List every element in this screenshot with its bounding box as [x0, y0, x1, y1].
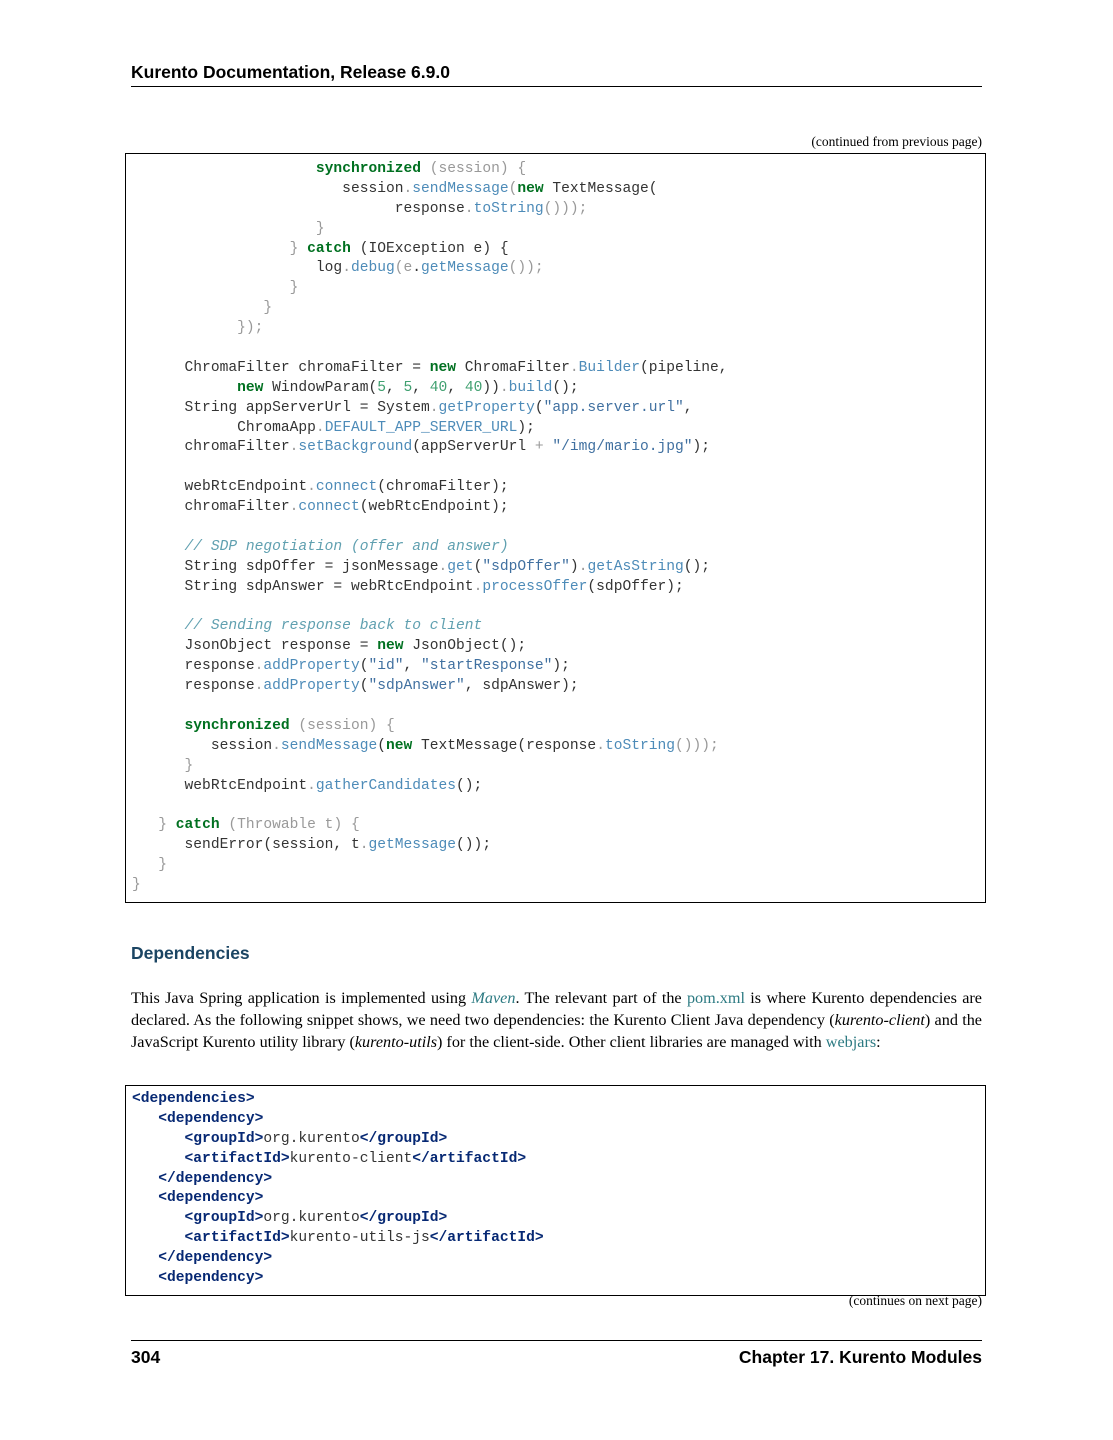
- code-line: [132, 697, 728, 717]
- code-token: [132, 1171, 158, 1187]
- code-token: ()));: [543, 200, 588, 217]
- code-token: .: [254, 658, 264, 675]
- code-token: String sdpAnswer = webRtcEndpoint: [132, 578, 474, 595]
- code-line: [132, 1130, 544, 1150]
- code-token: [132, 1250, 158, 1266]
- code-token: sendMessage: [280, 737, 378, 754]
- code-line: [132, 1090, 544, 1110]
- code-token: kurento-client: [289, 1150, 413, 1167]
- code-token: catch: [307, 240, 351, 257]
- code-token: .: [315, 419, 325, 436]
- code-token: ());: [508, 260, 544, 277]
- code-token: JsonObject();: [403, 638, 527, 655]
- code-token: <artifactId>: [184, 1230, 290, 1247]
- code-token: <dependency>: [158, 1270, 264, 1287]
- code-token: [132, 817, 158, 833]
- code-line: [132, 1170, 544, 1190]
- code-token: .: [289, 439, 299, 456]
- code-token: catch: [175, 817, 220, 834]
- code-token: debug: [350, 260, 395, 277]
- code-token: synchronized: [315, 161, 422, 177]
- code-token: ();: [456, 777, 483, 794]
- code-token: </artifactId>: [412, 1150, 527, 1167]
- code-token: synchronized: [184, 717, 290, 734]
- code-token: ());: [456, 837, 492, 854]
- code-token: .: [307, 777, 316, 794]
- code-token: processOffer: [482, 578, 588, 595]
- paragraph-text: is where Kurento dependencies are declared. As the following snippet shows, we need two dependencies: the Kurento Client Java dependency (: [131, 989, 982, 1029]
- code-token: 5: [403, 379, 413, 396]
- code-line: [132, 797, 728, 817]
- code-token: getAsString: [587, 558, 684, 575]
- code-line: [132, 200, 728, 220]
- code-token: "app.server.url": [543, 399, 684, 416]
- code-token: .: [438, 558, 448, 575]
- code-token: "sdpOffer": [482, 558, 570, 575]
- code-line: [132, 259, 728, 279]
- code-token: );: [517, 419, 535, 436]
- emphasis-kurento-client: kurento-client: [834, 1011, 925, 1029]
- code-token: [132, 300, 263, 316]
- code-token: .: [499, 379, 509, 396]
- code-token: }: [184, 757, 194, 774]
- code-line: [132, 836, 728, 856]
- code-token: }: [315, 220, 325, 237]
- code-line: [132, 319, 728, 339]
- code-token: .: [272, 737, 281, 754]
- code-token: .: [464, 200, 474, 217]
- code-token: 40: [464, 379, 483, 396]
- code-token: webRtcEndpoint: [132, 777, 308, 794]
- code-line: [132, 279, 728, 299]
- code-token: "sdpAnswer": [368, 678, 465, 695]
- code-token: [132, 1111, 158, 1127]
- paragraph-text: This Java Spring application is implemented using: [131, 989, 472, 1007]
- code-token: 5: [377, 379, 386, 396]
- code-token: (: [359, 658, 369, 675]
- code-line: [132, 1150, 544, 1170]
- code-token: 40: [429, 379, 448, 396]
- link-pom-xml[interactable]: pom.xml: [686, 989, 745, 1007]
- code-token: [132, 1131, 185, 1147]
- code-token: (Throwable t) {: [219, 817, 360, 834]
- code-token: TextMessage(: [543, 180, 658, 197]
- code-line: [132, 438, 728, 458]
- code-token: String sdpOffer = jsonMessage: [132, 558, 439, 575]
- code-token: [132, 380, 237, 396]
- body-paragraph: [131, 987, 982, 1053]
- code-line: [132, 538, 728, 558]
- code-token: build: [508, 379, 553, 396]
- code-line: [132, 399, 728, 419]
- code-token: ChromaFilter chromaFilter =: [132, 359, 430, 376]
- code-token: webRtcEndpoint: [132, 479, 308, 496]
- code-token: JsonObject response =: [132, 638, 378, 655]
- code-token: (session) {: [289, 717, 395, 734]
- code-line: [132, 617, 728, 637]
- code-token: }: [289, 280, 299, 297]
- code-token: getProperty: [438, 399, 535, 416]
- code-token: (chromaFilter);: [377, 479, 509, 496]
- code-token: DEFAULT_APP_SERVER_URL: [324, 419, 518, 436]
- code-token: chromaFilter: [132, 499, 290, 516]
- code-token: }: [158, 817, 176, 834]
- paragraph-text: ) and the JavaScript Kurento utility library (: [131, 1011, 982, 1051]
- code-token: new: [237, 379, 264, 396]
- code-token: <dependency>: [158, 1190, 264, 1207]
- code-token: "/img/mario.jpg": [552, 439, 693, 456]
- code-line: [132, 777, 728, 797]
- code-token: +: [534, 439, 544, 456]
- code-line: [132, 518, 728, 538]
- code-token: response: [132, 678, 255, 695]
- code-token: ,: [447, 379, 465, 396]
- code-token: .: [412, 260, 422, 277]
- code-token: <groupId>: [184, 1210, 264, 1227]
- code-token: getMessage: [421, 260, 509, 277]
- code-token: sendError(session, t: [132, 837, 360, 854]
- code-token: .: [569, 359, 579, 376]
- code-token: ,: [403, 658, 422, 675]
- code-token: .: [359, 837, 369, 854]
- page-number: 304: [131, 1347, 161, 1367]
- code-token: .: [429, 399, 439, 416]
- code-token: (webRtcEndpoint);: [359, 499, 509, 516]
- code-token: [132, 539, 185, 555]
- code-token: ChromaApp: [132, 419, 316, 436]
- code-line: [132, 558, 728, 578]
- code-token: new: [386, 737, 413, 754]
- code-line: [132, 578, 728, 598]
- paragraph-text: ) for the client-side. Other client libraries are managed with: [437, 1033, 826, 1051]
- code-token: (e: [394, 260, 413, 277]
- code-token: response: [132, 200, 465, 217]
- code-token: .: [596, 737, 605, 754]
- code-token: (: [508, 180, 518, 197]
- code-token: [132, 241, 290, 257]
- code-token: );: [692, 439, 711, 456]
- code-token: ()));: [675, 737, 719, 754]
- code-token: "id": [368, 658, 404, 675]
- code-token: new: [429, 359, 457, 376]
- code-token: (pipeline,: [639, 359, 728, 376]
- code-token: [132, 1270, 158, 1286]
- code-token: // Sending response back to client: [184, 618, 483, 635]
- code-line: [132, 757, 728, 777]
- code-line: [132, 876, 728, 896]
- code-token: .: [307, 479, 316, 496]
- code-line: [132, 1229, 544, 1249]
- code-token: , sdpAnswer);: [464, 678, 579, 695]
- code-token: [132, 320, 237, 336]
- code-token: (appServerUrl: [412, 439, 535, 456]
- code-block-java: [125, 153, 986, 903]
- code-token: [132, 1230, 185, 1246]
- code-token: new: [517, 180, 544, 197]
- running-header-title: Kurento Documentation, Release 6.9.0: [131, 62, 450, 82]
- code-token: (: [359, 678, 369, 695]
- code-token: [132, 221, 316, 237]
- code-token: ,: [683, 399, 693, 416]
- code-token: ChromaFilter: [456, 359, 570, 376]
- code-block-xml: [125, 1085, 986, 1296]
- code-token: addProperty: [263, 658, 360, 675]
- paragraph-text: . The relevant part of the: [515, 989, 687, 1007]
- code-token: )): [482, 379, 500, 396]
- code-token: .: [578, 558, 588, 575]
- code-line: [132, 419, 728, 439]
- code-token: TextMessage(response: [412, 737, 597, 754]
- code-token: [132, 1151, 185, 1167]
- code-token: ,: [386, 379, 404, 396]
- code-token: response: [132, 658, 255, 675]
- code-token: </artifactId>: [429, 1230, 544, 1247]
- code-token: <dependencies>: [132, 1091, 255, 1107]
- code-token: .: [473, 578, 483, 595]
- code-line: [132, 160, 728, 180]
- code-token: [132, 161, 316, 177]
- code-token: // SDP negotiation (offer and answer): [184, 538, 509, 555]
- code-token: (: [534, 399, 544, 416]
- code-token: kurento-utils-js: [289, 1230, 430, 1247]
- code-token: <groupId>: [184, 1130, 264, 1147]
- code-token: getMessage: [368, 837, 457, 854]
- code-token: get: [447, 558, 474, 575]
- code-line: [132, 240, 728, 260]
- code-line: [132, 458, 728, 478]
- code-line: [132, 1209, 544, 1229]
- code-token: [132, 718, 185, 734]
- code-token: </groupId>: [359, 1210, 448, 1227]
- code-token: sendMessage: [412, 180, 509, 197]
- link-maven[interactable]: Maven: [471, 989, 516, 1007]
- code-line: [132, 180, 728, 200]
- code-token: [132, 280, 290, 296]
- code-line: [132, 598, 728, 618]
- code-java: [132, 160, 728, 896]
- code-line: [132, 299, 728, 319]
- code-line: [132, 359, 728, 379]
- code-token: session: [132, 180, 404, 197]
- code-token: }: [158, 857, 168, 874]
- code-line: [132, 637, 728, 657]
- code-line: [132, 1110, 544, 1130]
- code-line: [132, 1269, 544, 1289]
- code-token: new: [377, 638, 404, 655]
- code-token: );: [552, 658, 570, 675]
- code-token: connect: [298, 499, 360, 516]
- code-line: [132, 478, 728, 498]
- code-token: ();: [552, 379, 579, 396]
- code-token: String appServerUrl = System: [132, 399, 430, 416]
- code-token: org.kurento: [263, 1130, 360, 1147]
- footer-rule: [131, 1340, 982, 1341]
- code-token: (sdpOffer);: [587, 578, 684, 595]
- code-line: [132, 1249, 544, 1269]
- link-webjars[interactable]: webjars: [825, 1033, 877, 1051]
- code-token: </dependency>: [158, 1250, 273, 1267]
- code-token: [132, 758, 185, 774]
- code-token: org.kurento: [263, 1210, 360, 1227]
- code-token: <dependency>: [158, 1110, 264, 1127]
- code-token: (: [473, 558, 483, 575]
- section-heading: Dependencies: [131, 943, 250, 963]
- code-token: [132, 1210, 185, 1226]
- code-line: [132, 816, 728, 836]
- code-token: .: [254, 678, 264, 695]
- code-line: [132, 677, 728, 697]
- code-token: chromaFilter: [132, 439, 290, 456]
- code-line: [132, 657, 728, 677]
- code-line: [132, 339, 728, 359]
- code-token: }: [289, 240, 308, 257]
- code-line: [132, 498, 728, 518]
- code-token: ): [569, 558, 579, 575]
- code-token: </dependency>: [158, 1170, 273, 1187]
- code-line: [132, 856, 728, 876]
- code-token: .: [403, 180, 413, 197]
- code-token: [132, 618, 185, 634]
- code-token: WindowParam(: [263, 379, 378, 396]
- code-line: [132, 220, 728, 240]
- emphasis-kurento-utils: kurento-utils: [354, 1033, 437, 1051]
- code-token: Builder: [578, 359, 640, 376]
- code-line: [132, 717, 728, 737]
- code-token: ,: [412, 379, 430, 396]
- code-token: setBackground: [298, 439, 413, 456]
- code-token: }: [263, 300, 273, 317]
- code-token: [132, 857, 158, 873]
- code-token: toString: [473, 200, 544, 217]
- code-line: [132, 737, 728, 757]
- code-token: session: [132, 737, 273, 754]
- code-token: "startResponse": [421, 658, 553, 675]
- code-token: .: [289, 499, 299, 516]
- code-token: </groupId>: [359, 1130, 448, 1147]
- code-line: [132, 1189, 544, 1209]
- continues-on-note: (continues on next page): [848, 1293, 982, 1308]
- code-token: (session) {: [421, 161, 527, 177]
- code-token: [132, 1190, 158, 1206]
- code-token: log: [132, 260, 343, 277]
- continued-from-note: (continued from previous page): [811, 134, 982, 149]
- code-token: addProperty: [263, 678, 360, 695]
- code-token: gatherCandidates: [315, 777, 457, 794]
- code-token: (IOException e) {: [350, 240, 509, 257]
- code-token: connect: [315, 479, 378, 496]
- code-token: ();: [683, 558, 711, 575]
- code-token: <artifactId>: [184, 1150, 290, 1167]
- code-token: toString: [604, 737, 676, 754]
- paragraph-text: :: [876, 1033, 881, 1051]
- code-token: }: [132, 877, 141, 894]
- code-xml: [132, 1090, 544, 1289]
- header-rule: [131, 86, 982, 87]
- code-token: .: [342, 260, 351, 277]
- code-token: (: [377, 737, 386, 754]
- chapter-title: Chapter 17. Kurento Modules: [738, 1347, 982, 1367]
- code-line: [132, 379, 728, 399]
- code-token: });: [237, 320, 264, 337]
